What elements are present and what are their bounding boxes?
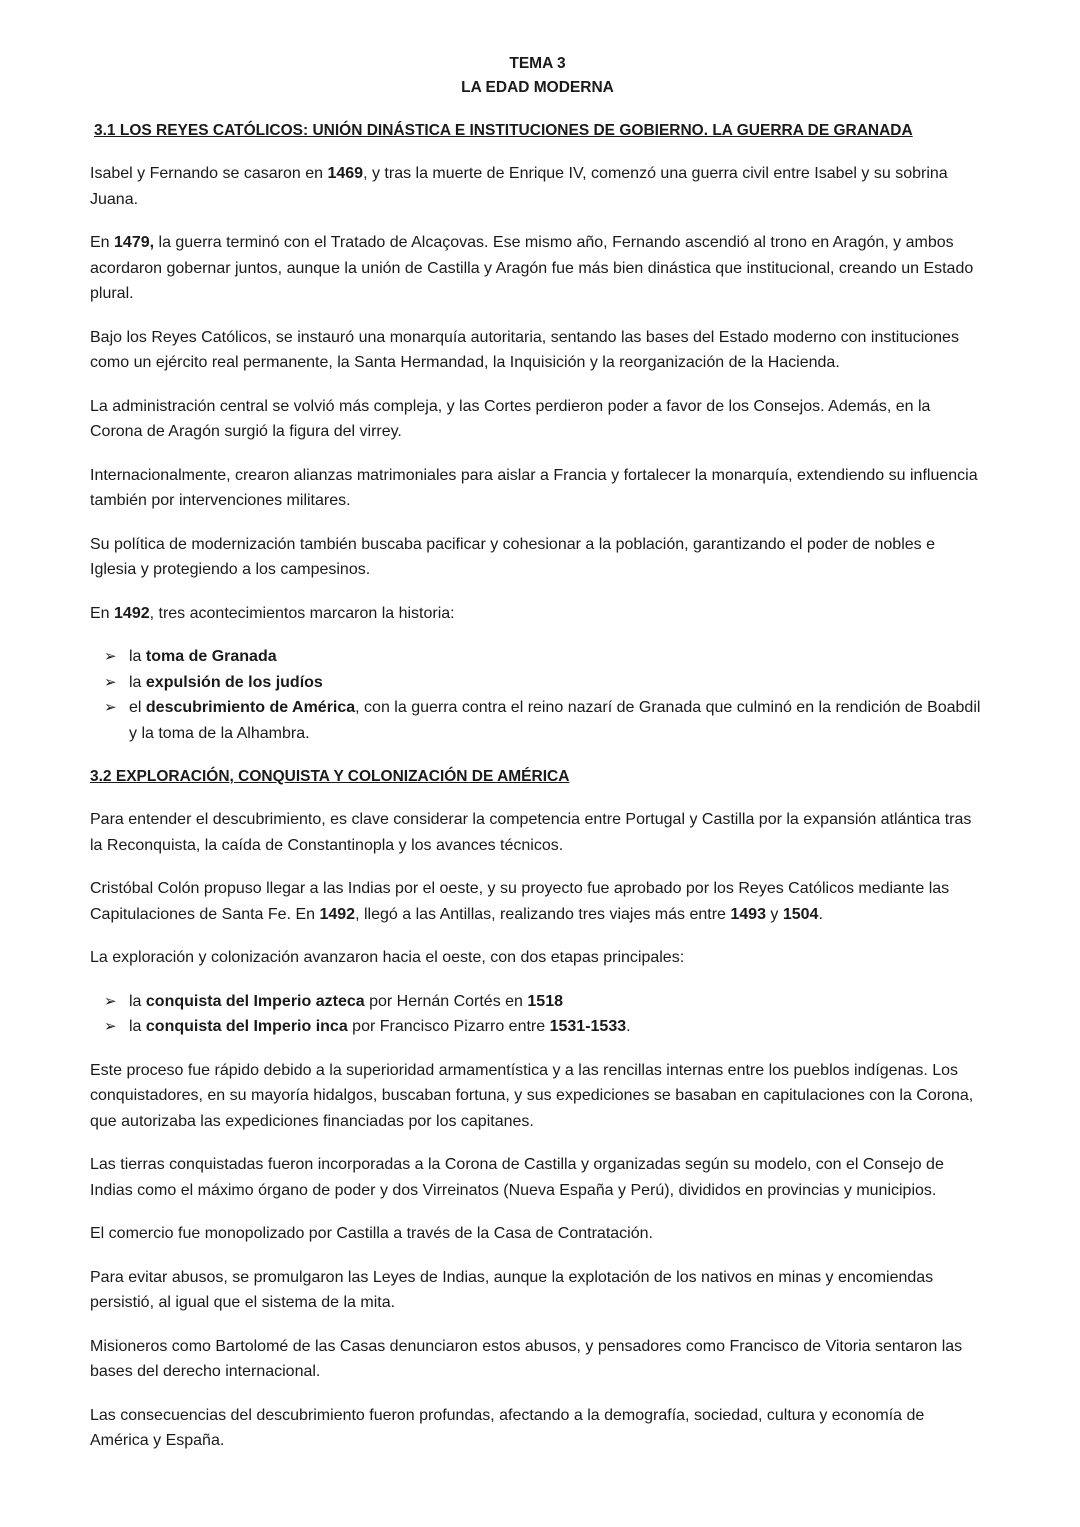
arrow-bullet-icon: ➢: [104, 992, 117, 1010]
paragraph: La administración central se volvió más compleja, y las Cortes perdieron poder a favor de los Consejos. Además, en la Corona de Aragón surgió la figura del virrey.: [90, 397, 931, 440]
paragraph: Para evitar abusos, se promulgaron las Leyes de Indias, aunque la explotación de los nativos en minas y encomiendas persistió, al igual que el sistema de la mita.: [90, 1268, 934, 1311]
document-title: TEMA 3: [509, 55, 566, 72]
list-item: ➢ el descubrimiento de América, con la guerra contra el reino nazarí de Granada que culminó en la rendición de Boabdil y la toma de la Alhambra.: [90, 695, 985, 746]
paragraph: Este proceso fue rápido debido a la superioridad armamentística y a las rencillas internas entre los pueblos indígenas. Los conquistadores, en su mayoría hidalgos, buscaban fortuna, y sus expediciones se basaban en capitulaciones con la Corona, que autorizaba las expediciones financiadas por los capitanes.: [90, 1061, 974, 1130]
paragraph: Su política de modernización también buscaba pacificar y cohesionar a la población, garantizando el poder de nobles e Iglesia y protegiendo a los campesinos.: [90, 535, 935, 578]
paragraph: Las consecuencias del descubrimiento fueron profundas, afectando a la demografía, sociedad, cultura y economía de América y España.: [90, 1406, 925, 1449]
section-1-heading: 3.1 LOS REYES CATÓLICOS: UNIÓN DINÁSTICA E INSTITUCIONES DE GOBIERNO. LA GUERRA DE GRANADA: [94, 122, 913, 139]
paragraph: Isabel y Fernando se casaron en 1469, y tras la muerte de Enrique IV, comenzó una guerra civil entre Isabel y su sobrina Juana.: [90, 165, 948, 208]
arrow-bullet-icon: ➢: [104, 699, 117, 716]
paragraph: Bajo los Reyes Católicos, se instauró una monarquía autoritaria, sentando las bases del Estado moderno con instituciones como un ejército real permanente, la Santa Hermandad, la Inquisición y la reorganización de la Hacienda.: [90, 328, 959, 371]
arrow-bullet-icon: ➢: [104, 673, 117, 691]
arrow-bullet-icon: ➢: [104, 648, 117, 665]
paragraph: Para entender el descubrimiento, es clave considerar la competencia entre Portugal y Castilla por la expansión atlántica tras la Reconquista, la caída de Constantinopla y los avances técnicos.: [90, 811, 972, 854]
document-subtitle: LA EDAD MODERNA: [461, 79, 614, 96]
paragraph: En 1492, tres acontecimientos marcaron la historia:: [90, 604, 455, 622]
section-2-heading: 3.2 EXPLORACIÓN, CONQUISTA Y COLONIZACIÓN DE AMÉRICA: [90, 768, 570, 785]
conquest-stages-list: [90, 989, 985, 1040]
list-item: ➢ la conquista del Imperio inca por Francisco Pizarro entre 1531-1533.: [90, 1014, 985, 1040]
document-page: [90, 52, 985, 1454]
paragraph: Cristóbal Colón propuso llegar a las Indias por el oeste, y su proyecto fue aprobado por los Reyes Católicos mediante las Capitulaciones de Santa Fe. En 1492, llegó a las Antillas, realizando tres viajes más entre 1493 y 1504.: [90, 880, 950, 923]
list-item: ➢ la conquista del Imperio azteca por Hernán Cortés en 1518: [90, 989, 985, 1015]
list-item: ➢ la expulsión de los judíos: [90, 670, 985, 696]
list-item: ➢ la toma de Granada: [90, 644, 985, 670]
paragraph: El comercio fue monopolizado por Castilla a través de la Casa de Contratación.: [90, 1225, 653, 1242]
paragraph: Internacionalmente, crearon alianzas matrimoniales para aislar a Francia y fortalecer la monarquía, extendiendo su influencia también por intervenciones militares.: [90, 466, 978, 509]
paragraph: En 1479, la guerra terminó con el Tratado de Alcaçovas. Ese mismo año, Fernando ascendió al trono en Aragón, y ambos acordaron gobernar juntos, aunque la unión de Castilla y Aragón fue más bien dinástica que institucional, creando un Estado plural.: [90, 234, 974, 302]
paragraph: Las tierras conquistadas fueron incorporadas a la Corona de Castilla y organizadas según su modelo, con el Consejo de Indias como el máximo órgano de poder y dos Virreinatos (Nueva España y Perú), divididos en provincias y municipios.: [90, 1156, 944, 1199]
paragraph: Misioneros como Bartolomé de las Casas denunciaron estos abusos, y pensadores como Francisco de Vitoria sentaron las bases del derecho internacional.: [90, 1337, 963, 1380]
arrow-bullet-icon: ➢: [104, 1018, 117, 1035]
paragraph: La exploración y colonización avanzaron hacia el oeste, con dos etapas principales:: [90, 949, 685, 966]
events-1492-list: [90, 644, 985, 746]
